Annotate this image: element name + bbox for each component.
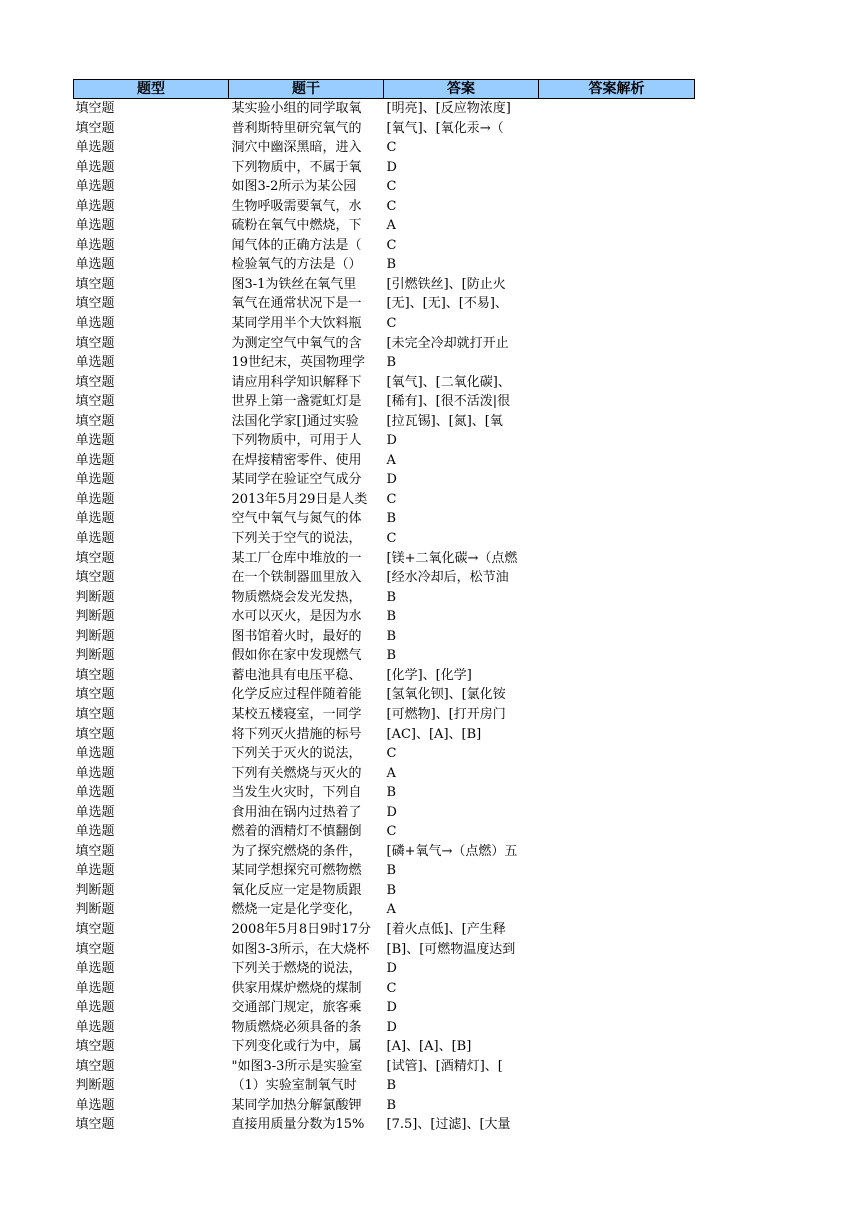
cell-stem[interactable]: 下列有关燃烧与灭火的	[231, 765, 362, 781]
cell-answer[interactable]: C	[386, 237, 397, 253]
cell-explanation[interactable]	[539, 1115, 695, 1135]
cell-answer[interactable]: C	[386, 179, 397, 195]
cell-explanation[interactable]	[539, 822, 695, 842]
cell-explanation[interactable]	[539, 119, 695, 139]
cell-explanation[interactable]	[539, 646, 695, 666]
cell-type[interactable]: 单选题	[75, 824, 115, 840]
cell-stem[interactable]: 某校五楼寝室，一同学	[231, 706, 362, 722]
cell-stem[interactable]: 2008年5月8日9时17分	[231, 921, 371, 937]
cell-answer[interactable]: [试管]、[酒精灯]、[	[386, 1058, 503, 1074]
cell-explanation[interactable]	[539, 451, 695, 471]
cell-stem[interactable]: 氧气在通常状况下是一	[231, 296, 362, 312]
cell-explanation[interactable]	[539, 373, 695, 393]
table-row	[74, 294, 695, 314]
cell-explanation[interactable]	[539, 158, 695, 178]
cell-stem[interactable]: 生物呼吸需要氧气，水	[231, 198, 362, 214]
table-row	[74, 1057, 695, 1077]
cell-type[interactable]: 单选题	[75, 491, 115, 507]
cell-stem[interactable]: 假如你在家中发现燃气	[231, 648, 362, 664]
cell-explanation[interactable]	[539, 842, 695, 862]
cell-stem[interactable]: 如图3-2所示为某公园	[231, 179, 357, 195]
table-row	[74, 119, 695, 139]
cell-explanation[interactable]	[539, 275, 695, 295]
cell-answer[interactable]: B	[386, 609, 397, 625]
cell-explanation[interactable]	[539, 490, 695, 510]
cell-explanation[interactable]	[539, 216, 695, 236]
cell-explanation[interactable]	[539, 392, 695, 412]
cell-explanation[interactable]	[539, 431, 695, 451]
table-row	[74, 314, 695, 334]
table-row	[74, 412, 695, 432]
cell-explanation[interactable]	[539, 529, 695, 549]
cell-type[interactable]: 判断题	[75, 648, 115, 664]
table-row	[74, 861, 695, 881]
cell-type[interactable]: 单选题	[75, 961, 115, 977]
cell-explanation[interactable]	[539, 236, 695, 256]
cell-answer[interactable]: B	[386, 355, 397, 371]
table-row	[74, 138, 695, 158]
cell-answer[interactable]: A	[386, 452, 396, 468]
cell-explanation[interactable]	[539, 979, 695, 999]
cell-answer[interactable]: C	[386, 140, 397, 156]
cell-stem[interactable]: 将下列灭火措施的标号	[231, 726, 362, 742]
cell-explanation[interactable]	[539, 959, 695, 979]
cell-stem[interactable]: 闻气体的正确方法是（	[231, 237, 362, 253]
table-row	[74, 353, 695, 373]
table-row	[74, 627, 695, 647]
cell-explanation[interactable]	[539, 412, 695, 432]
cell-answer[interactable]: [B]、[可燃物温度达到	[386, 941, 516, 957]
table-row	[74, 275, 695, 295]
cell-stem[interactable]: 图3-1为铁丝在氧气里	[231, 276, 357, 292]
cell-answer[interactable]: [化学]、[化学]	[386, 667, 472, 683]
cell-explanation[interactable]	[539, 744, 695, 764]
cell-answer[interactable]: D	[386, 804, 397, 820]
table-row	[74, 1037, 695, 1057]
table-row	[74, 666, 695, 686]
header-stem[interactable]: 题干	[229, 80, 384, 99]
cell-explanation[interactable]	[539, 998, 695, 1018]
table-row	[74, 685, 695, 705]
cell-explanation[interactable]	[539, 783, 695, 803]
cell-answer[interactable]: [氢氧化钡]、[氯化铵	[386, 687, 506, 703]
cell-type[interactable]: 单选题	[75, 531, 115, 547]
cell-stem[interactable]: 普利斯特里研究氧气的	[231, 120, 362, 136]
cell-type[interactable]: 单选题	[75, 316, 115, 332]
cell-type[interactable]: 判断题	[75, 628, 115, 644]
cell-type[interactable]: 填空题	[75, 374, 115, 390]
table-row	[74, 959, 695, 979]
cell-answer[interactable]: C	[386, 316, 397, 332]
table-row	[74, 705, 695, 725]
cell-answer[interactable]: [7.5]、[过滤]、[大量	[386, 1117, 511, 1133]
cell-answer[interactable]: A	[386, 765, 396, 781]
cell-explanation[interactable]	[539, 881, 695, 901]
table-row	[74, 509, 695, 529]
cell-type[interactable]: 单选题	[75, 1019, 115, 1035]
cell-type[interactable]: 填空题	[75, 687, 115, 703]
cell-answer[interactable]: C	[386, 746, 397, 762]
cell-stem[interactable]: 在焊接精密零件、使用	[231, 452, 362, 468]
cell-type[interactable]: 单选题	[75, 159, 115, 175]
cell-stem[interactable]: 化学反应过程伴随着能	[231, 687, 362, 703]
table-row	[74, 99, 695, 119]
cell-stem[interactable]: 硫粉在氧气中燃烧，下	[231, 218, 362, 234]
cell-answer[interactable]: C	[386, 824, 397, 840]
cell-stem[interactable]: 下列关于燃烧的说法，	[231, 961, 362, 977]
cell-answer[interactable]: D	[386, 159, 397, 175]
table-row	[74, 588, 695, 608]
cell-answer[interactable]: D	[386, 961, 397, 977]
cell-answer[interactable]: A	[386, 218, 396, 234]
cell-answer[interactable]: [引燃铁丝]、[防止火	[386, 276, 506, 292]
cell-stem[interactable]: "如图3-3所示是实验室	[231, 1058, 363, 1074]
cell-explanation[interactable]	[539, 1037, 695, 1057]
cell-explanation[interactable]	[539, 549, 695, 569]
cell-stem[interactable]: 2013年5月29日是人类	[231, 491, 368, 507]
cell-stem[interactable]: 当发生火灾时，下列自	[231, 785, 362, 801]
table-row	[74, 940, 695, 960]
cell-stem[interactable]: 法国化学家[]通过实验	[231, 413, 359, 429]
cell-explanation[interactable]	[539, 1018, 695, 1038]
cell-explanation[interactable]	[539, 334, 695, 354]
cell-type[interactable]: 单选题	[75, 140, 115, 156]
cell-answer[interactable]: [可燃物]、[打开房门	[386, 706, 506, 722]
cell-type[interactable]: 单选题	[75, 511, 115, 527]
cell-stem[interactable]: 物质燃烧会发光发热，	[231, 589, 362, 605]
cell-stem[interactable]: 某工厂仓库中堆放的一	[231, 550, 362, 566]
cell-type[interactable]: 判断题	[75, 609, 115, 625]
cell-type[interactable]: 单选题	[75, 257, 115, 273]
cell-type[interactable]: 单选题	[75, 1097, 115, 1113]
cell-stem[interactable]: 检验氧气的方法是（）	[231, 257, 362, 273]
header-answer[interactable]: 答案	[384, 80, 539, 99]
cell-stem[interactable]: 图书馆着火时，最好的	[231, 628, 362, 644]
cell-explanation[interactable]	[539, 588, 695, 608]
cell-stem[interactable]: 燃烧一定是化学变化，	[231, 902, 362, 918]
cell-type[interactable]: 填空题	[75, 843, 115, 859]
table-row	[74, 216, 695, 236]
table-row	[74, 197, 695, 217]
cell-type[interactable]: 单选题	[75, 472, 115, 488]
cell-answer[interactable]: B	[386, 863, 397, 879]
table-row	[74, 373, 695, 393]
cell-type[interactable]: 判断题	[75, 589, 115, 605]
cell-type[interactable]: 填空题	[75, 1058, 115, 1074]
cell-stem[interactable]: 为测定空气中氧气的含	[231, 335, 362, 351]
cell-type[interactable]: 单选题	[75, 198, 115, 214]
cell-answer[interactable]: [未完全冷却就打开止	[386, 335, 509, 351]
cell-explanation[interactable]	[539, 607, 695, 627]
cell-stem[interactable]: 下列变化或行为中，属	[231, 1039, 362, 1055]
cell-type[interactable]: 填空题	[75, 726, 115, 742]
cell-stem[interactable]: 在一个铁制器皿里放入	[231, 570, 362, 586]
cell-answer[interactable]: [氧气]、[氧化汞→（	[386, 120, 504, 136]
cell-answer[interactable]: [磷+氧气→（点燃）五	[386, 843, 518, 859]
cell-answer[interactable]: [氧气]、[二氧化碳]、	[386, 374, 511, 390]
table-row	[74, 490, 695, 510]
cell-stem[interactable]: 某同学用半个大饮料瓶	[231, 316, 362, 332]
table-row	[74, 470, 695, 490]
cell-explanation[interactable]	[539, 940, 695, 960]
cell-type[interactable]: 单选题	[75, 980, 115, 996]
table-row	[74, 998, 695, 1018]
cell-type[interactable]: 单选题	[75, 355, 115, 371]
cell-answer[interactable]: [镁+二氧化碳→（点燃	[386, 550, 518, 566]
cell-answer[interactable]: C	[386, 198, 397, 214]
cell-explanation[interactable]	[539, 764, 695, 784]
cell-type[interactable]: 填空题	[75, 667, 115, 683]
cell-answer[interactable]: [着火点低]、[产生释	[386, 921, 506, 937]
cell-answer[interactable]: D	[386, 1019, 397, 1035]
cell-explanation[interactable]	[539, 685, 695, 705]
cell-answer[interactable]: [A]、[A]、[B]	[386, 1039, 472, 1055]
cell-stem[interactable]: 某同学想探究可燃物燃	[231, 863, 362, 879]
cell-explanation[interactable]	[539, 353, 695, 373]
table-row	[74, 822, 695, 842]
table-row	[74, 431, 695, 451]
cell-stem[interactable]: 世界上第一盏霓虹灯是	[231, 394, 362, 410]
table-row	[74, 255, 695, 275]
cell-answer[interactable]: B	[386, 1097, 397, 1113]
cell-explanation[interactable]	[539, 666, 695, 686]
cell-explanation[interactable]	[539, 99, 695, 119]
header-explanation[interactable]: 答案解析	[539, 80, 695, 99]
table-row	[74, 764, 695, 784]
cell-answer[interactable]: [AC]、[A]、[B]	[386, 726, 482, 742]
cell-answer[interactable]: [无]、[无]、[不易]、	[386, 296, 508, 312]
cell-answer[interactable]: B	[386, 589, 397, 605]
cell-stem[interactable]: 交通部门规定，旅客乘	[231, 1000, 362, 1016]
cell-answer[interactable]: [稀有]、[很不活泼|很	[386, 394, 511, 410]
table-row	[74, 646, 695, 666]
cell-stem[interactable]: 某同学在验证空气成分	[231, 472, 362, 488]
cell-stem[interactable]: 空气中氧气与氮气的体	[231, 511, 362, 527]
cell-type[interactable]: 单选题	[75, 218, 115, 234]
cell-explanation[interactable]	[539, 1076, 695, 1096]
cell-answer[interactable]: D	[386, 1000, 397, 1016]
cell-type[interactable]: 单选题	[75, 1000, 115, 1016]
cell-stem[interactable]: 氧化反应一定是物质跟	[231, 882, 362, 898]
table-row	[74, 842, 695, 862]
cell-stem[interactable]: 某同学加热分解氯酸钾	[231, 1097, 362, 1113]
cell-answer[interactable]: A	[386, 902, 396, 918]
table-row	[74, 1018, 695, 1038]
cell-type[interactable]: 填空题	[75, 335, 115, 351]
cell-stem[interactable]: 物质燃烧必须具备的条	[231, 1019, 362, 1035]
cell-explanation[interactable]	[539, 803, 695, 823]
cell-explanation[interactable]	[539, 725, 695, 745]
table-row	[74, 451, 695, 471]
cell-answer[interactable]: D	[386, 472, 397, 488]
cell-answer[interactable]: B	[386, 1078, 397, 1094]
question-table	[73, 79, 695, 1135]
cell-answer[interactable]: [拉瓦锡]、[氮]、[氧	[386, 413, 503, 429]
cell-stem[interactable]: 蓄电池具有电压平稳、	[231, 667, 362, 683]
table-row	[74, 568, 695, 588]
table-row	[74, 725, 695, 745]
cell-stem[interactable]: 下列物质中，不属于氧	[231, 159, 362, 175]
cell-explanation[interactable]	[539, 900, 695, 920]
cell-answer[interactable]: B	[386, 882, 397, 898]
table-row	[74, 334, 695, 354]
cell-explanation[interactable]	[539, 255, 695, 275]
cell-type[interactable]: 单选题	[75, 179, 115, 195]
cell-answer[interactable]: D	[386, 433, 397, 449]
cell-type[interactable]: 填空题	[75, 101, 115, 116]
cell-answer[interactable]: [经水冷却后，松节油	[386, 570, 509, 586]
cell-type[interactable]: 单选题	[75, 804, 115, 820]
table-row	[74, 920, 695, 940]
table-row	[74, 236, 695, 256]
cell-explanation[interactable]	[539, 568, 695, 588]
cell-type[interactable]: 单选题	[75, 785, 115, 801]
cell-stem[interactable]: 水可以灭火，是因为水	[231, 609, 362, 625]
cell-explanation[interactable]	[539, 509, 695, 529]
table-row	[74, 1096, 695, 1116]
cell-explanation[interactable]	[539, 1057, 695, 1077]
cell-type[interactable]: 单选题	[75, 237, 115, 253]
cell-type[interactable]: 填空题	[75, 1039, 115, 1055]
cell-type[interactable]: 单选题	[75, 433, 115, 449]
cell-stem[interactable]: 燃着的酒精灯不慎翻倒	[231, 824, 362, 840]
table-row	[74, 881, 695, 901]
table-row	[74, 607, 695, 627]
header-type[interactable]: 题型	[74, 80, 229, 99]
cell-explanation[interactable]	[539, 470, 695, 490]
cell-stem[interactable]: 19世纪末，英国物理学	[231, 355, 366, 371]
cell-stem[interactable]: 某实验小组的同学取氧	[231, 101, 362, 116]
cell-explanation[interactable]	[539, 197, 695, 217]
cell-type[interactable]: 填空题	[75, 276, 115, 292]
cell-answer[interactable]: C	[386, 491, 397, 507]
spreadsheet	[73, 79, 695, 1135]
cell-stem[interactable]: 如图3-3所示，在大烧杯	[231, 941, 370, 957]
cell-stem[interactable]: 供家用煤炉燃烧的煤制	[231, 980, 362, 996]
cell-answer[interactable]: B	[386, 628, 397, 644]
table-row	[74, 1076, 695, 1096]
cell-stem[interactable]: 食用油在锅内过热着了	[231, 804, 362, 820]
header-row	[74, 80, 695, 99]
cell-type[interactable]: 判断题	[75, 882, 115, 898]
table-row	[74, 900, 695, 920]
cell-answer[interactable]: C	[386, 531, 397, 547]
cell-stem[interactable]: （1）实验室制氧气时	[231, 1078, 357, 1094]
table-row	[74, 177, 695, 197]
cell-type[interactable]: 判断题	[75, 902, 115, 918]
cell-stem[interactable]: 下列关于灭火的说法，	[231, 746, 362, 762]
table-row	[74, 783, 695, 803]
table-row	[74, 803, 695, 823]
cell-answer[interactable]: C	[386, 980, 397, 996]
cell-type[interactable]: 填空题	[75, 921, 115, 937]
table-row	[74, 1115, 695, 1135]
cell-explanation[interactable]	[539, 920, 695, 940]
cell-type[interactable]: 单选题	[75, 452, 115, 468]
cell-type[interactable]: 填空题	[75, 941, 115, 957]
cell-stem[interactable]: 请应用科学知识解释下	[231, 374, 362, 390]
cell-answer[interactable]: B	[386, 257, 397, 273]
table-body	[74, 99, 695, 1135]
cell-type[interactable]: 填空题	[75, 570, 115, 586]
table-row	[74, 158, 695, 178]
cell-type[interactable]: 单选题	[75, 765, 115, 781]
cell-stem[interactable]: 洞穴中幽深黑暗，进入	[231, 140, 362, 156]
cell-stem[interactable]: 下列物质中，可用于人	[231, 433, 362, 449]
cell-type[interactable]: 单选题	[75, 746, 115, 762]
cell-explanation[interactable]	[539, 138, 695, 158]
cell-explanation[interactable]	[539, 705, 695, 725]
table-row	[74, 744, 695, 764]
cell-type[interactable]: 填空题	[75, 413, 115, 429]
cell-explanation[interactable]	[539, 861, 695, 881]
table-row	[74, 529, 695, 549]
cell-stem[interactable]: 下列关于空气的说法，	[231, 531, 362, 547]
table-row	[74, 392, 695, 412]
cell-answer[interactable]: B	[386, 785, 397, 801]
cell-type[interactable]: 填空题	[75, 706, 115, 722]
cell-answer[interactable]: B	[386, 511, 397, 527]
cell-type[interactable]: 单选题	[75, 863, 115, 879]
cell-explanation[interactable]	[539, 1096, 695, 1116]
cell-explanation[interactable]	[539, 294, 695, 314]
cell-type[interactable]: 填空题	[75, 550, 115, 566]
cell-type[interactable]: 填空题	[75, 120, 115, 136]
cell-explanation[interactable]	[539, 627, 695, 647]
cell-type[interactable]: 填空题	[75, 394, 115, 410]
cell-answer[interactable]: B	[386, 648, 397, 664]
table-row	[74, 549, 695, 569]
cell-type[interactable]: 填空题	[75, 1117, 115, 1133]
cell-explanation[interactable]	[539, 177, 695, 197]
cell-stem[interactable]: 直接用质量分数为15%	[231, 1117, 365, 1133]
cell-explanation[interactable]	[539, 314, 695, 334]
table-row	[74, 979, 695, 999]
cell-stem[interactable]: 为了探究燃烧的条件，	[231, 843, 362, 859]
cell-answer[interactable]: [明亮]、[反应物浓度]	[386, 101, 511, 116]
cell-type[interactable]: 填空题	[75, 296, 115, 312]
cell-type[interactable]: 判断题	[75, 1078, 115, 1094]
